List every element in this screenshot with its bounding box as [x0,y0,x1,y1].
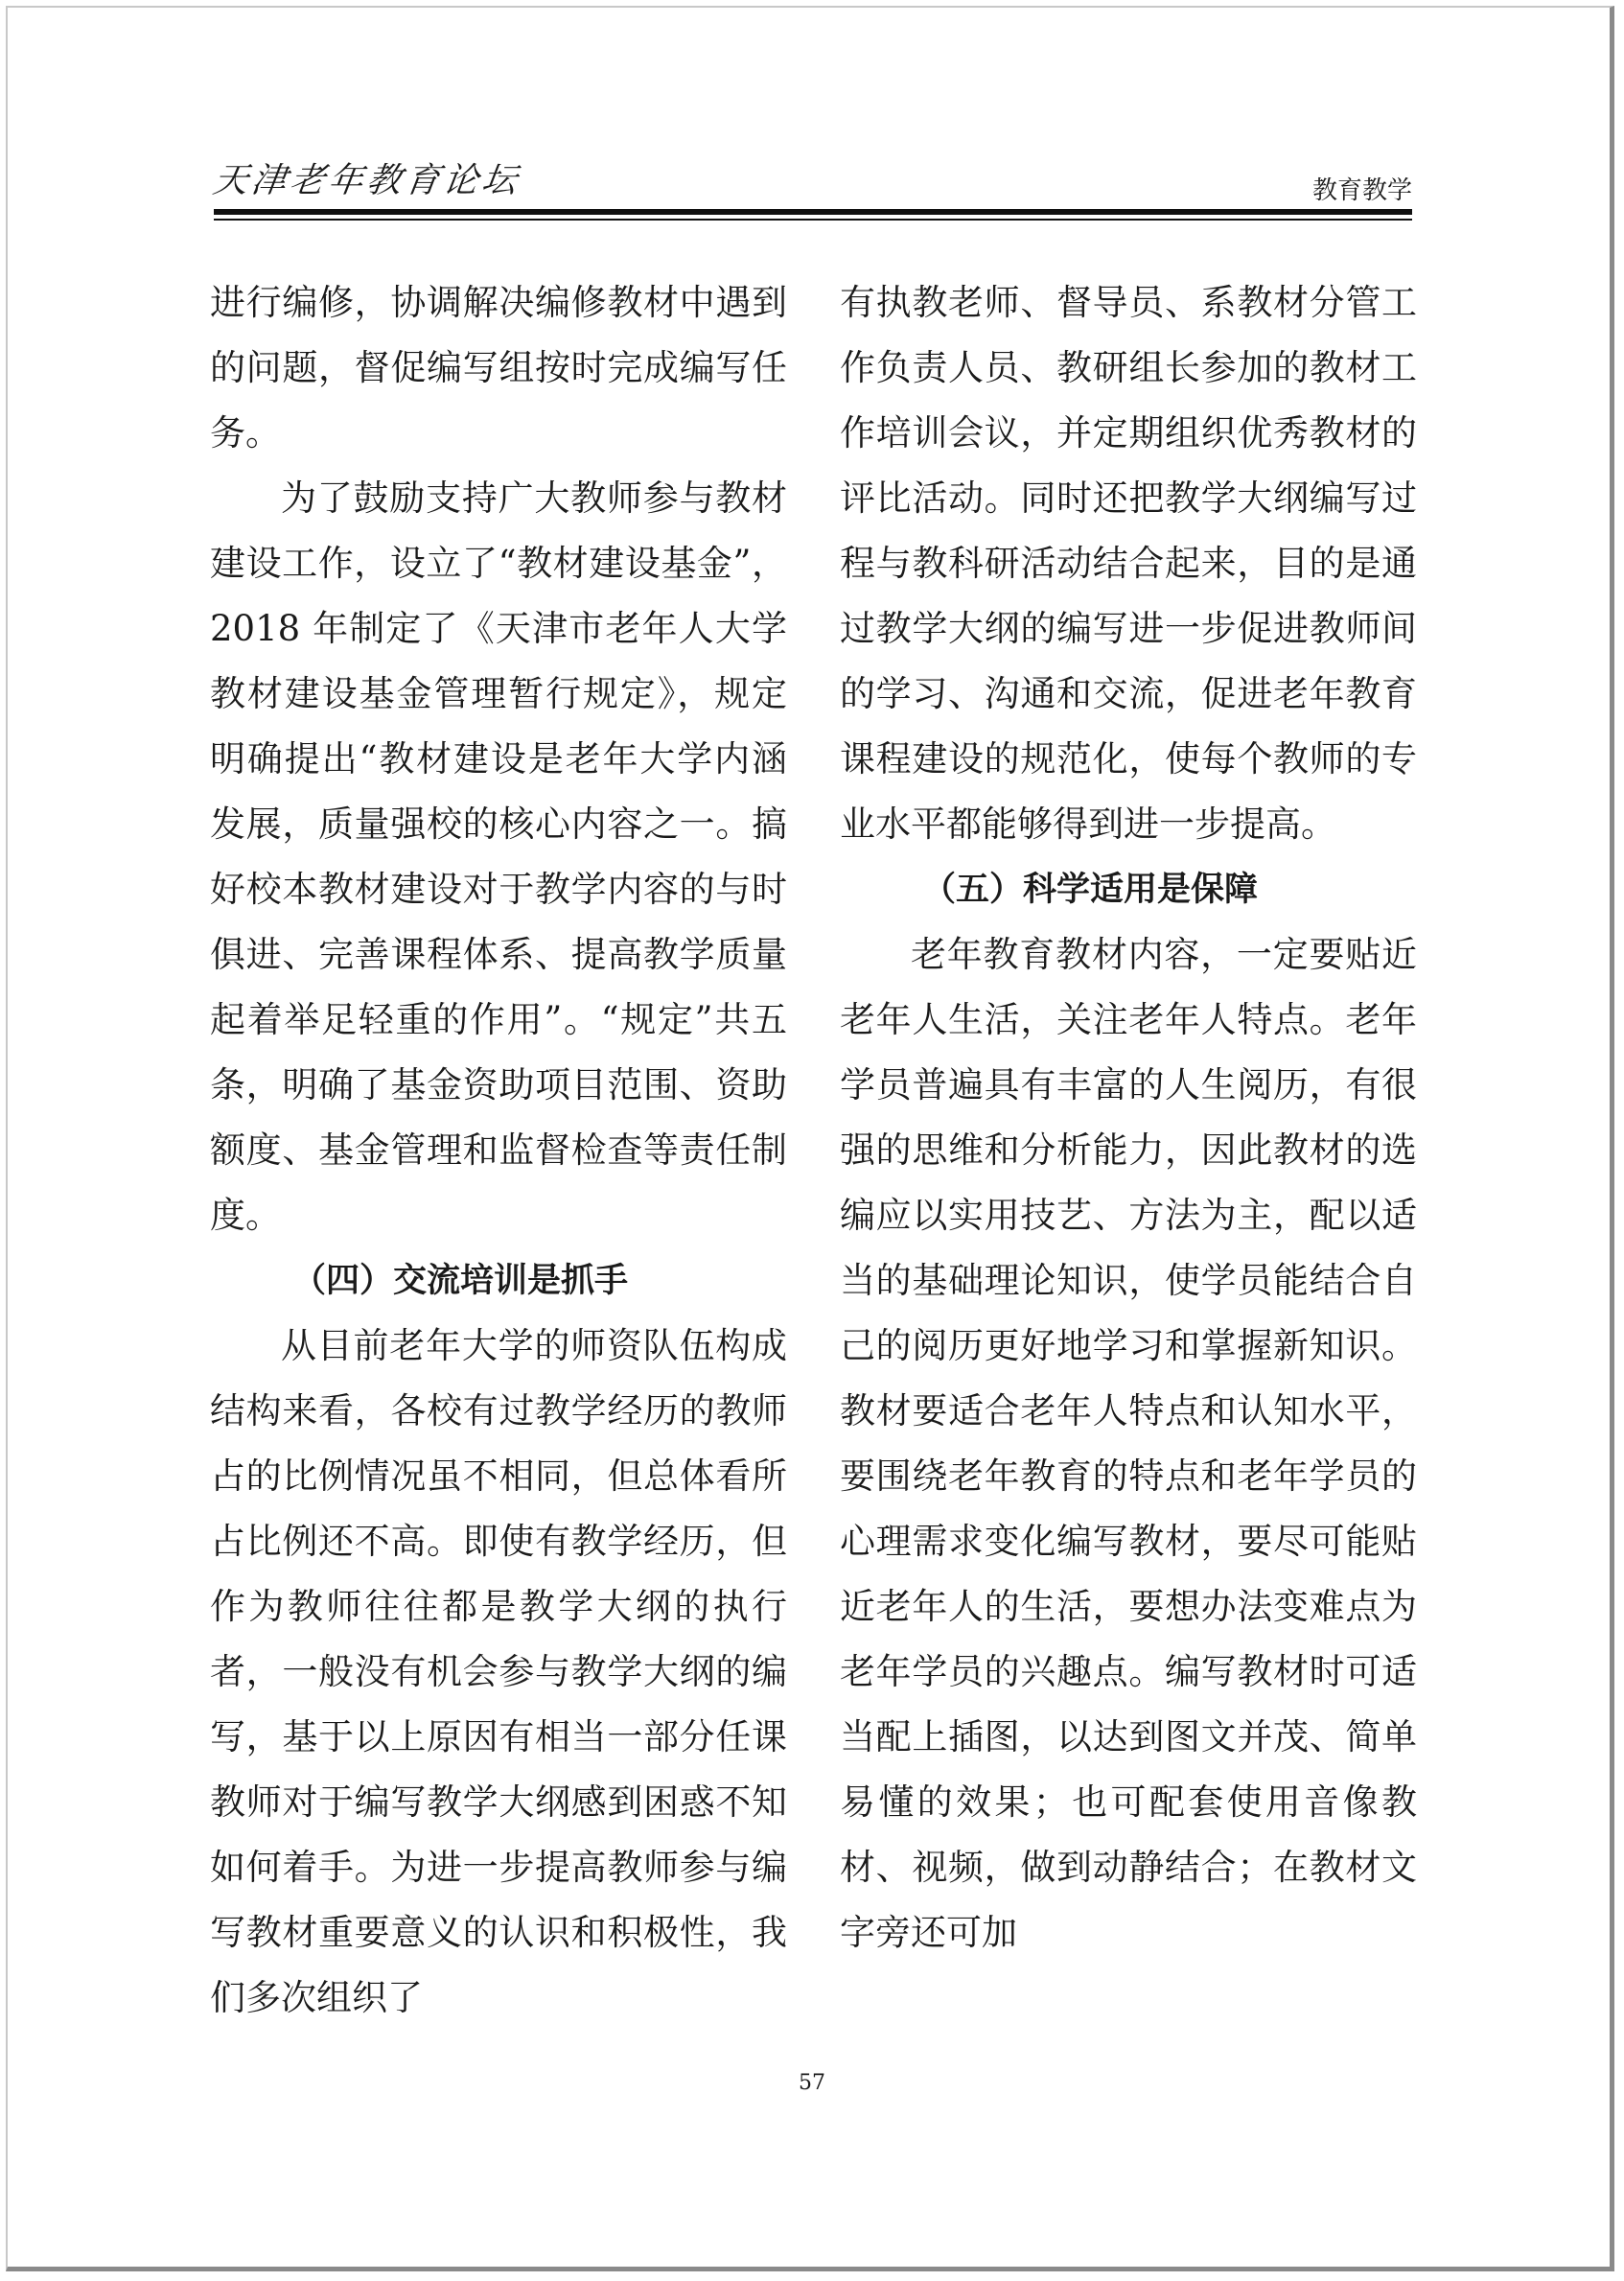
page-header [210,153,1412,213]
right-paragraph-1: 有执教老师、督导员、系教材分管工作负责人员、教研组长参加的教材工作培训会议，并定期组织优秀教材的评比活动。同时还把教学大纲编写过程与教科研活动结合起来，目的是通过教学大纲的编写进一步促进教师间的学习、沟通和交流，促进老年教育课程建设的规范化，使每个教师的专业水平都能够得到进一步提高。 [840,282,1417,845]
left-column [210,270,787,2031]
section-label: 教育教学 [1311,176,1412,205]
heading-section-5: （五）科学适用是保障 [922,871,1259,909]
page-number: 57 [799,2071,825,2095]
right-paragraph-2: 老年教育教材内容，一定要贴近老年人生活，关注老年人特点。老年学员普遍具有丰富的人生阅历，有很强的思维和分析能力，因此教材的选编应以实用技艺、方法为主，配以适当的基础理论知识，使学员能结合自己的阅历更好地学习和掌握新知识。教材要适合老年人特点和认知水平，要围绕老年教育的特点和老年学员的心理需求变化编写教材，要尽可能贴近老年人的生活，要想办法变难点为老年学员的兴趣点。编写教材时可适当配上插图，以达到图文并茂、简单易懂的效果；也可配套使用音像教材、视频，做到动静结合；在教材文字旁还可加 [840,934,1417,1953]
heading-section-4: （四）交流培训是抓手 [292,1262,629,1300]
journal-title-logo: 天津老年教育论坛 [210,161,523,200]
left-paragraph-3: 从目前老年大学的师资队伍构成结构来看，各校有过教学经历的教师占的比例情况虽不相同，但总体看所占比例还不高。即使有教学经历，但作为教师往往都是教学大纲的执行者，一般没有机会参与教学大纲的编写，基于以上原因有相当一部分任课教师对于编写教学大纲感到困惑不知如何着手。为进一步提高教师参与编写教材重要意义的认识和积极性，我们多次组织了 [210,1325,787,2018]
left-paragraph-2: 为了鼓励支持广大教师参与教材建设工作，设立了“教材建设基金”，2018 年制定了《天津市老年人大学教材建设基金管理暂行规定》，规定明确提出“教材建设是老年大学内涵发展，质量强校的核心内容之一。搞好校本教材建设对于教学内容的与时俱进、完善课程体系、提高教学质量起着举足轻重的作用”。“规定”共五条，明确了基金资助项目范围、资助额度、基金管理和监督检查等责任制度。 [210,477,787,1236]
right-column [840,270,1417,1966]
header-rule-thin [214,219,1412,221]
header-rule-thick [214,209,1412,215]
left-paragraph-1: 进行编修，协调解决编修教材中遇到的问题，督促编写组按时完成编写任务。 [210,282,787,454]
